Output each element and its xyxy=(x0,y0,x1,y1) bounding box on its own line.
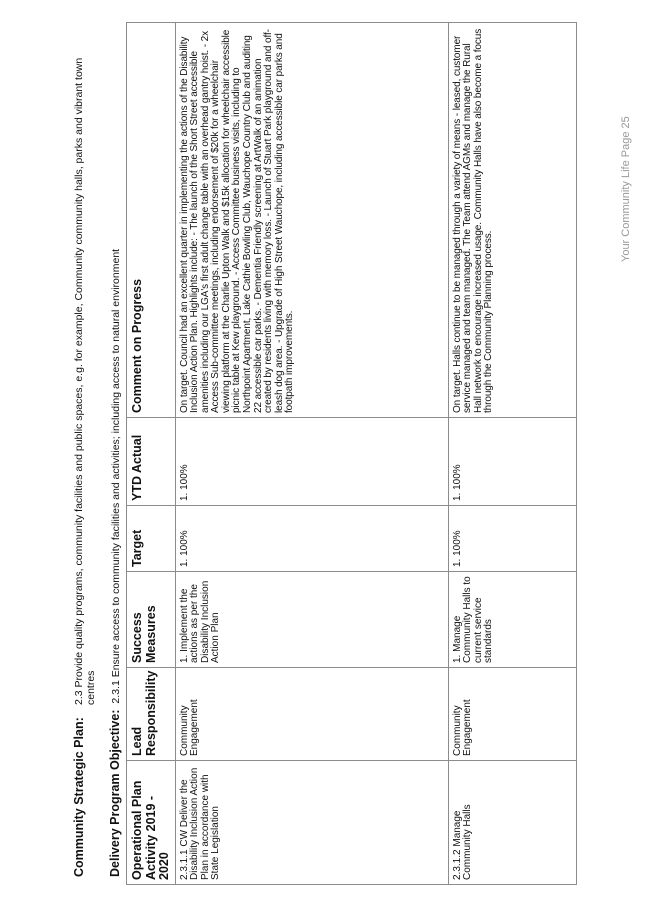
cell-comment: On target. Halls continue to be managed through a variety of means - leased, customer service managed and team managed. The Team attend AGMs and manage the Rural Hall network to encourage increased usage. Community Halls have also become a focus through the Community Planning process. xyxy=(448,23,576,418)
header-comment: Comment on Progress xyxy=(127,23,176,418)
header-measures: Success Measures xyxy=(127,572,176,668)
cell-responsibility: Community Engagement xyxy=(175,668,448,761)
strategic-plan-value: 2.3 Provide quality programs, community facilities and public spaces, e.g. for example, Community community halls, parks and vibrant town centres xyxy=(73,57,97,705)
table-row xyxy=(175,23,448,885)
header-ytd: YTD Actual xyxy=(127,418,176,506)
page-footer: Your Community Life Page 25 xyxy=(620,116,632,262)
program-objective-value: 2.3.1 Ensure access to community facilities and activities; including access to natural environment xyxy=(110,248,122,704)
cell-ytd: 1. 100% xyxy=(448,418,576,506)
cell-activity: 2.3.1.2 Manage Community Halls xyxy=(448,761,576,885)
table-row xyxy=(448,23,576,885)
program-objective-line xyxy=(109,249,123,877)
cell-comment: On target. Council had an excellent quarter in implementing the actions of the Disability Inclusion Action Plan. Highlights include: - The launch of the Short Street accessible amenities including our LGA's first adult change table with an overhead gantry hoist. - 2x Access Sub-committee meetings, including endorsement of $20k for a wheelchair viewing platform at the Charlie Upton Walk and $15k allocation for wheelchair accessible picnic table at Kew playground. - Access Committee business visits, including to Northpoint Apartment, Lake Cathie Bowling Club, Wauchope Country Club and auditing 22 accessible car parks. - Dementia Friendly screening at ArtWalk of an animation created by residents living with memory loss. - Launch of Stuart Park playground and off-leash dog area. - Upgrade of High Street Wauchope, including accessible car parks and footpath improvements. xyxy=(175,23,448,418)
cell-ytd: 1. 100% xyxy=(175,418,448,506)
header-activity: Operational Plan Activity 2019 - 2020 xyxy=(127,761,176,885)
strategic-plan-label: Community Strategic Plan: xyxy=(72,717,86,877)
table-header-row xyxy=(127,23,176,885)
cell-target: 1. 100% xyxy=(175,506,448,572)
cell-responsibility: Community Engagement xyxy=(448,668,576,761)
header-target: Target xyxy=(127,506,176,572)
cell-measures: 1. Implement the actions as per the Disability Inclusion Action Plan xyxy=(175,572,448,668)
cell-measures: 1. Manage Community Halls to current service standards xyxy=(448,572,576,668)
operational-plan-table xyxy=(126,22,577,885)
header-responsibility: Lead Responsibility xyxy=(127,668,176,761)
cell-activity: 2.3.1.1 CW Deliver the Disability Inclusion Action Plan in accordance with State Legislation xyxy=(175,761,448,885)
program-objective-label: Delivery Program Objective: xyxy=(108,709,122,877)
cell-target: 1. 100% xyxy=(448,506,576,572)
